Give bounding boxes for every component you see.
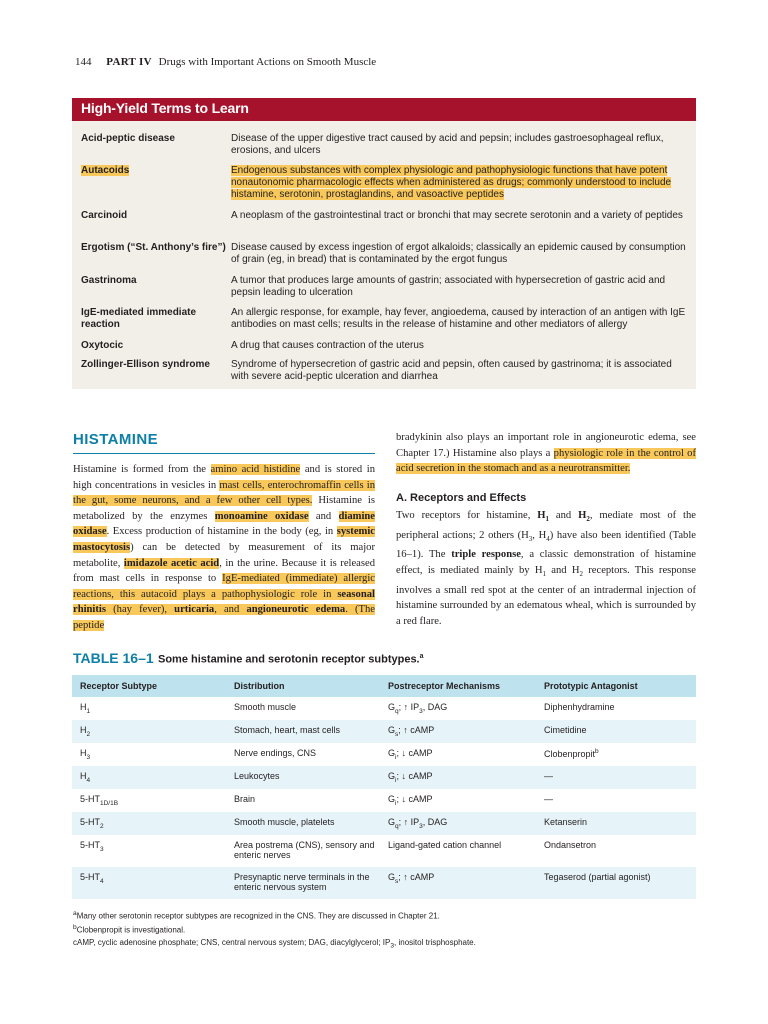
table-row [72,720,696,743]
cell-antagonist: — [536,766,696,789]
cell-mechanism: Ligand-gated cation channel [388,840,502,850]
section-heading: HISTAMINE [73,431,158,448]
text-run: and [308,510,339,522]
cell-distribution: Leukocytes [226,766,380,789]
cell-mechanism: $G_i$; ↓ cAMP [380,766,536,789]
def-autacoids: Endogenous substances with complex physiologic and pathophysiologic functions that have potent nonautonomic pharmacologic effects when administered as drugs; commonly understood to include histamine, serotonin, prostaglandins, and vasoactive peptides [231,165,672,200]
def-oxytocic: A drug that causes contraction of the uterus [231,340,424,351]
text-run: , a classic demonstration of histamine effect, is mediated mainly by H [396,549,696,576]
term-ergotism: Ergotism (“St. Anthony’s fire”) [81,242,226,253]
cell-subtype: $5-HT_2$ [72,812,226,835]
text-run: IgE-mediated (immediate) allergic reactions, this autacoid plays a pathophysiologic role in [73,573,375,600]
subheading: A. Receptors and Effects [396,492,527,504]
text-run: systemic mastocytosis [73,526,375,553]
col-header-mechanism: Postreceptor Mechanisms [380,675,536,697]
text-run: monoamine oxidase [214,510,309,522]
text-run: H [578,510,587,521]
text-run: , and [214,604,247,616]
term-carcinoid: Carcinoid [81,210,128,221]
term-ige: IgE-mediated immediate reaction [81,307,197,330]
def-ergotism: Disease caused by excess ingestion of ergot alkaloids; classically an epidemic caused by consumption of grain (eg, in bread) that is contaminated by the ergot fungus [231,242,686,265]
text-run: (hay fever), [105,604,175,616]
def-gastrinoma: A tumor that produces large amounts of gastrin; associated with hypersecretion of gastric acid and pepsin leading to ulceration [231,275,666,298]
receptors-paragraph [396,508,696,629]
text-run: imidazole acetic acid [123,557,220,569]
text-run: 1 [545,515,550,524]
table-row [72,743,696,766]
cell-antagonist: Ketanserin [536,812,696,835]
text-run: . (The peptide [73,604,375,631]
cell-subtype: $H_3$ [80,748,91,761]
text-run: diamine oxidase [73,510,376,538]
cell-antagonist: Tegaserod (partial agonist) [536,867,696,899]
text-run: , mediate most of the peripheral actions; 2 others (H [396,510,696,541]
cell-subtype: $5-HT_{1D/1B}$ [80,794,119,807]
table-row [72,697,696,720]
part-title: Drugs with Important Actions on Smooth Muscle [158,56,377,68]
text-run: 4 [546,534,550,543]
text-run: 1 [542,570,546,579]
part-label: PART IV [106,56,152,68]
table-row [72,867,696,899]
cell-subtype: $H_2$ [72,720,226,743]
table-label: TABLE 16–1 [73,650,154,666]
text-run: 2 [579,570,583,579]
table-row [72,812,696,835]
heading-rule [73,453,375,454]
text-run: and [549,510,579,521]
cell-antagonist: Clobenpropit$^b$ [544,748,599,759]
text-run: Histamine is formed from the [73,464,211,475]
text-run: angioneurotic edema [246,604,346,616]
cell-distribution: Stomach, heart, mast cells [226,720,380,743]
text-run: mast cells, enterochromaffin cells in the gut, some neurons, and a few other cell types. [73,479,376,507]
term-gastrinoma: Gastrinoma [81,275,137,286]
def-acid-peptic: Disease of the upper digestive tract caused by acid and pepsin; includes gastroesophageal reflux, erosions, and ulcers [231,133,664,156]
cell-antagonist: Ondansetron [544,840,597,850]
cell-antagonist: Cimetidine [536,720,696,743]
cell-subtype: $5-HT_3$ [80,840,104,853]
table-row [72,766,696,789]
term-zollinger: Zollinger-Ellison syndrome [81,359,210,370]
text-run: triple response [451,549,521,561]
cell-mechanism: $G_i$; ↓ cAMP [388,794,433,807]
cell-mechanism: $G_q$; ↑ $IP_3$, DAG [380,812,536,835]
text-run: Histamine is metabolized by the enzymes [73,495,375,522]
text-run: . Excess production of histamine in the body (eg, in [106,526,337,538]
cell-mechanism: $G_s$; ↑ cAMP [380,867,536,899]
cell-subtype: $5-HT_4$ [72,867,226,899]
cell-distribution: Area postrema (CNS), sensory and enteric nerves [234,840,375,860]
footnote-b: $^b$Clobenpropit is investigational. [73,924,186,935]
histamine-paragraph-1 [73,462,375,634]
text-run: and H [545,565,580,576]
text-run: 2 [586,515,590,524]
col-header-antagonist: Prototypic Antagonist [536,675,696,697]
def-carcinoid: A neoplasm of the gastrointestinal tract or bronchi that may secrete serotonin and a variety of peptides [231,210,683,221]
cell-distribution: Smooth muscle, platelets [226,812,380,835]
footnote-abbrev: cAMP, cyclic adenosine phosphate; CNS, central nervous system; DAG, diacylglycerol; $IP_3$, inositol trisphosphate. [73,938,476,950]
table-row [72,789,696,812]
cell-mechanism: $G_q$; ↑ $IP_3$, DAG [388,702,448,715]
text-run: bradykinin also plays an important role in angioneurotic edema, see Chapter 17.) Histamine also plays a [396,432,696,459]
text-run: ) have also been identified (Table 16–1). The [396,529,696,561]
text-run: seasonal rhinitis [73,588,375,616]
text-run: 3 [528,534,533,543]
running-head [75,56,376,68]
text-run: ) can be detected by measurement of its major metabolite, [73,541,375,569]
cell-distribution: Brain [234,794,256,804]
cell-subtype: $H_4$ [72,766,226,789]
text-run: Two receptors for histamine, [396,510,538,521]
footnote-a: $^a$Many other serotonin receptor subtypes are recognized in the CNS. They are discussed in Chapter 21. [73,910,440,921]
table-row [72,835,696,867]
receptor-table [72,675,696,899]
text-run: , H [532,529,547,541]
cell-antagonist: Diphenhydramine [544,702,615,712]
term-oxytocic: Oxytocic [81,340,124,351]
col-header-distribution: Distribution [226,675,380,697]
cell-distribution: Smooth muscle [234,702,297,712]
page-number: 144 [75,56,92,68]
text-run: amino acid histidine [210,464,301,475]
text-run: and is stored in high concentrations in vesicles in [73,464,375,491]
cell-mechanism: $G_s$; ↑ cAMP [380,720,536,743]
text-run: urticaria [174,604,215,616]
def-ige: An allergic response, for example, hay fever, angioedema, caused by interaction of an antigen with IgE antibodies on mast cells; results in the release of histamine and other mediators of allergy [231,307,686,330]
def-zollinger: Syndrome of hypersecretion of gastric acid and pepsin, often caused by gastrinoma; it is associated with severe acid-peptic ulceration and diarrhea [231,359,672,382]
histamine-paragraph-2 [396,430,696,477]
cell-distribution: Presynaptic nerve terminals in the enteric nervous system [226,867,380,899]
table-caption: Some histamine and serotonin receptor subtypes.$^a$ [158,653,424,666]
term-autacoids: Autacoids [81,165,130,176]
term-acid-peptic: Acid-peptic disease [81,133,175,144]
cell-mechanism: $G_i$; ↓ cAMP [388,748,433,761]
cell-distribution: Nerve endings, CNS [234,748,317,758]
cell-subtype: $H_1$ [80,702,91,715]
terms-title: High-Yield Terms to Learn [81,100,249,116]
cell-antagonist: — [544,794,553,804]
text-run: physiologic role in the control of acid secretion in the stomach and as a neurotransmitter. [396,447,696,475]
col-header-subtype: Receptor Subtype [72,675,226,697]
text-run: H [537,510,546,521]
text-run: receptors. This response involves a small red spot at the center of an intradermal injection of histamine surrounded by an edematous wheal, which is surrounded by a red flare. [396,565,696,627]
text-run: , in the urine. Because it is released from mast cells in response to [73,557,375,585]
